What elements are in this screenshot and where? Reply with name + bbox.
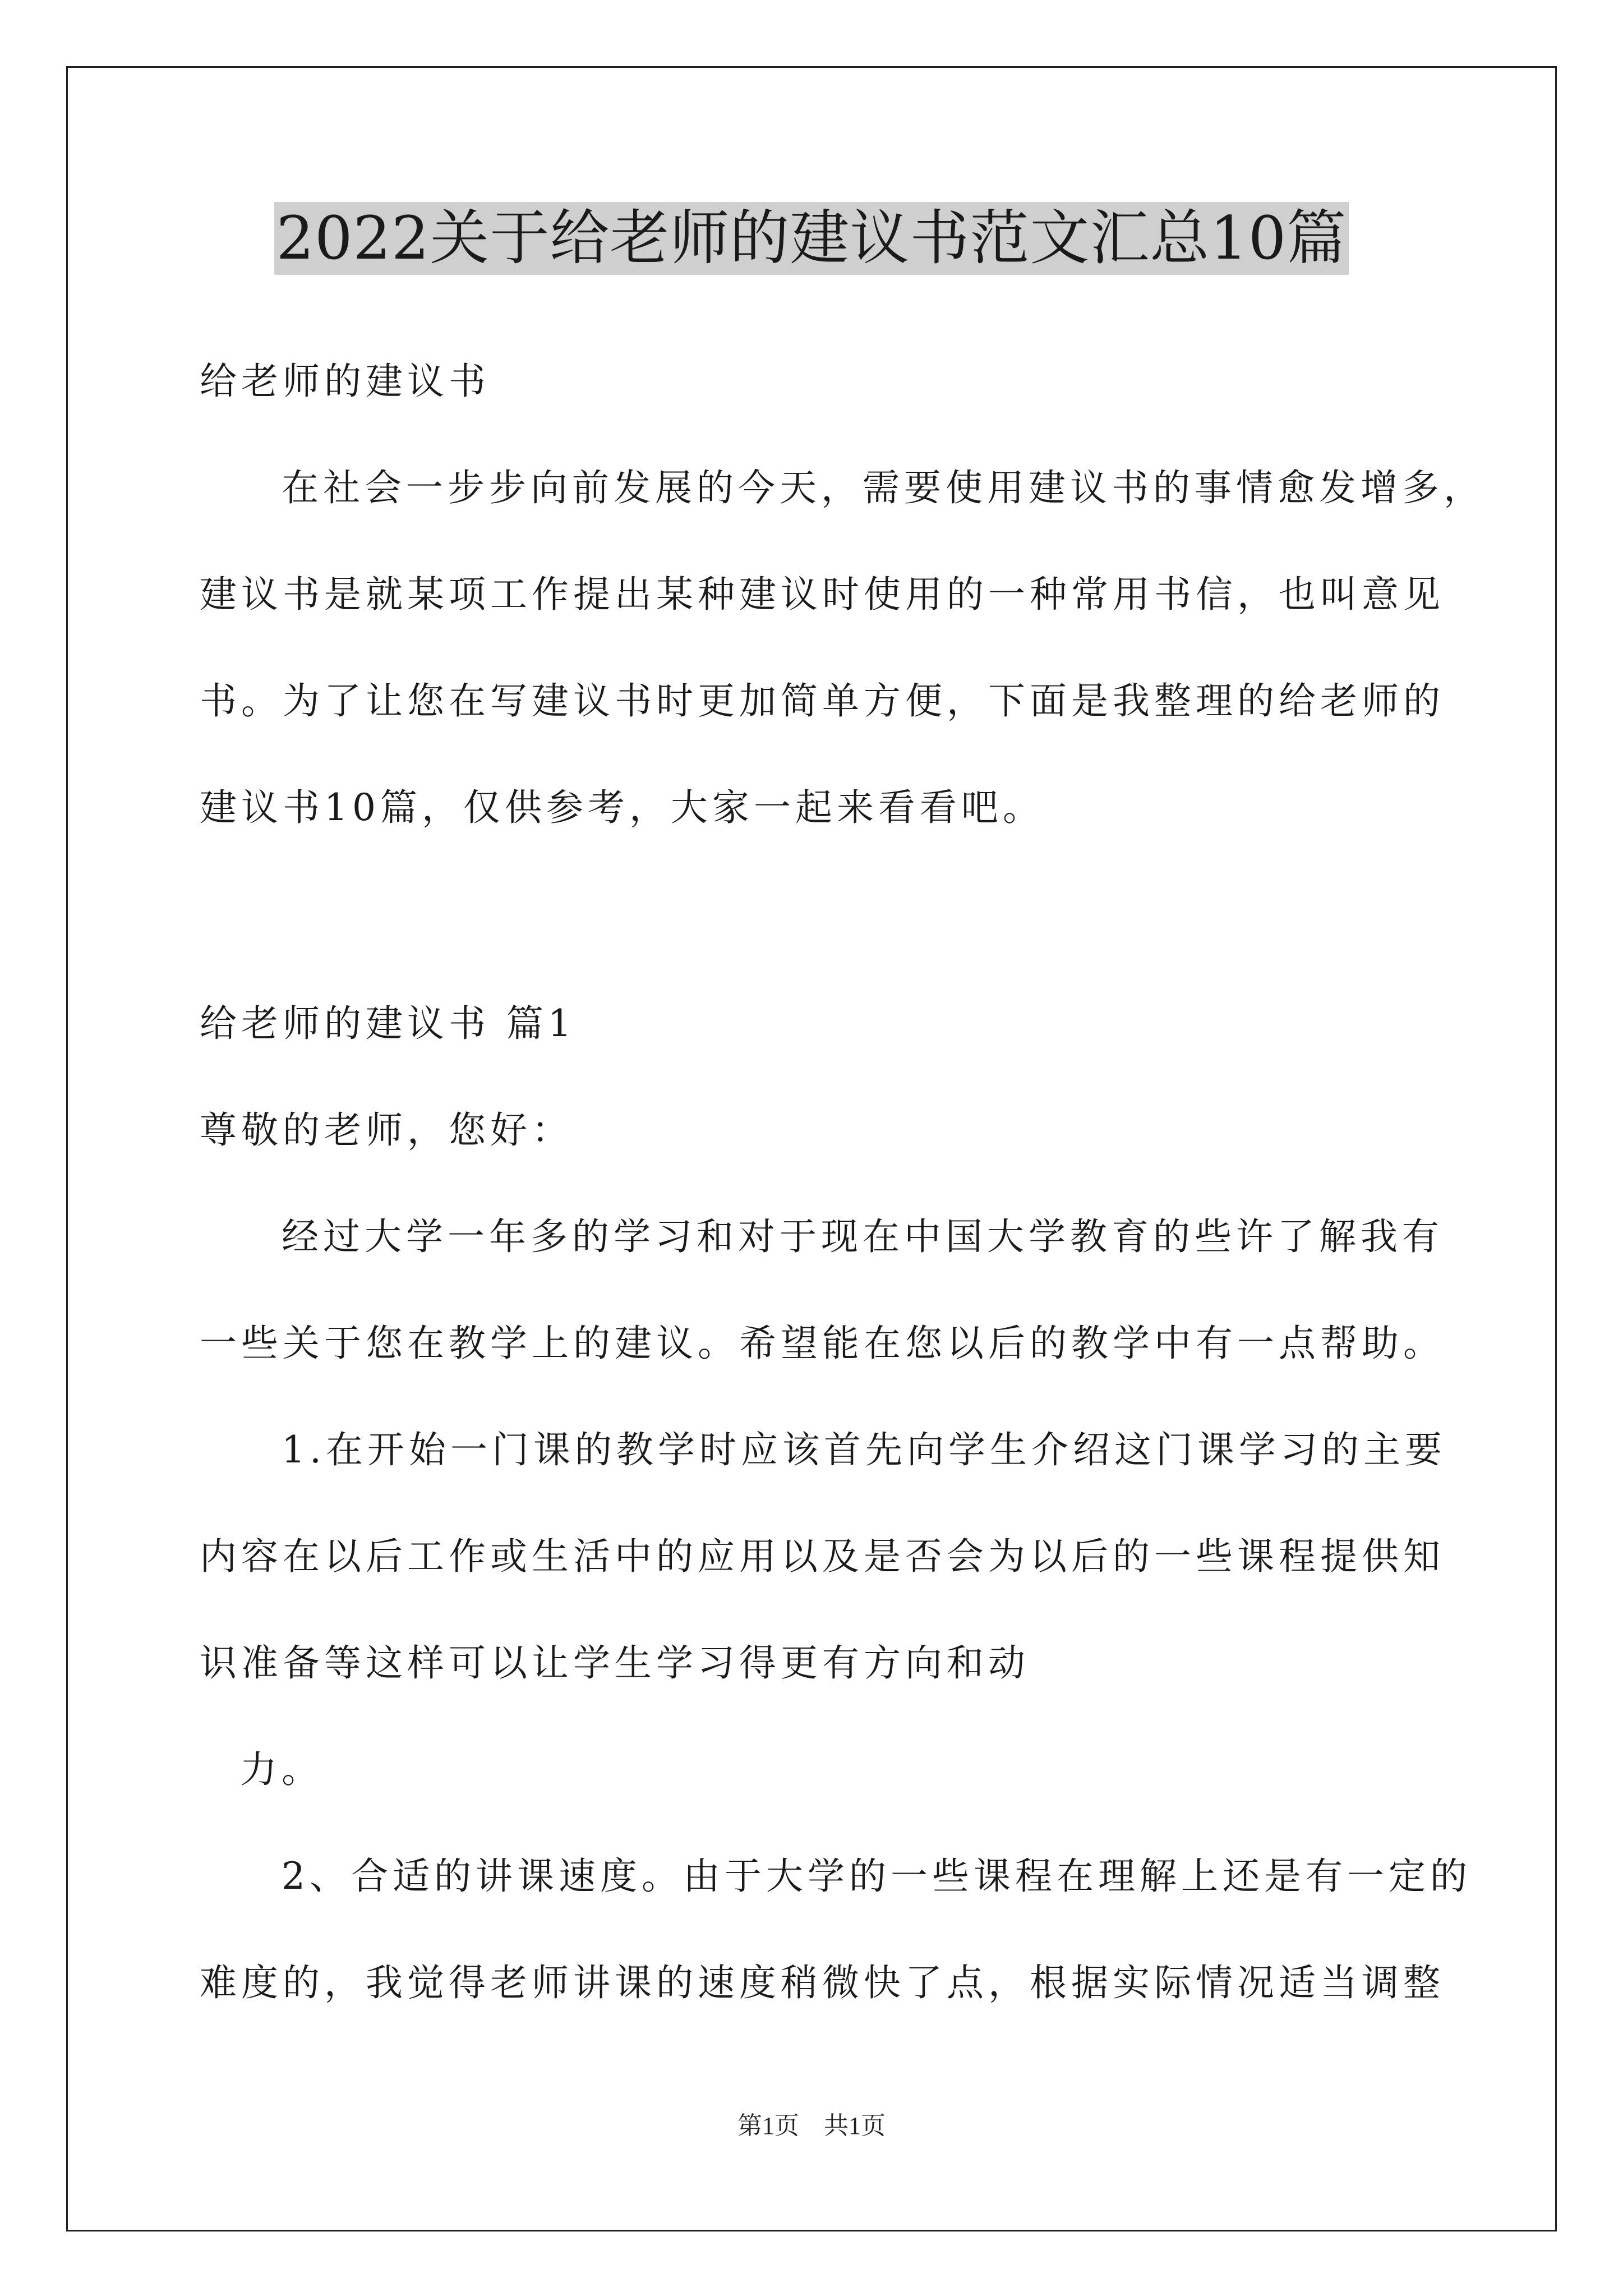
body-line: 力。 [240, 1748, 323, 1791]
body-line: 一些关于您在教学上的建议。希望能在您以后的教学中有一点帮助。 [200, 1322, 1445, 1365]
title-container [0, 202, 1623, 275]
body-line: 难度的，我觉得老师讲课的速度稍微快了点，根据实际情况适当调整 [200, 1961, 1445, 2004]
body-line: 书。为了让您在写建议书时更加简单方便，下面是我整理的给老师的 [200, 679, 1445, 723]
body-line: 建议书是就某项工作提出某种建议时使用的一种常用书信，也叫意见 [200, 573, 1445, 616]
section-heading: 给老师的建议书 [200, 360, 490, 403]
body-line: 建议书10篇，仅供参考，大家一起来看看吧。 [200, 786, 1044, 829]
body-line: 内容在以后工作或生活中的应用以及是否会为以后的一些课程提供知 [200, 1535, 1445, 1578]
body-line: 经过大学一年多的学习和对于现在中国大学教育的些许了解我有 [282, 1215, 1444, 1258]
body-line: 2、合适的讲课速度。由于大学的一些课程在理解上还是有一定的 [282, 1855, 1472, 1898]
body-line: 在社会一步步向前发展的今天，需要使用建议书的事情愈发增多， [282, 466, 1485, 509]
body-line: 识准备等这样可以让学生学习得更有方向和动 [200, 1641, 1030, 1685]
body-line: 1.在开始一门课的教学时应该首先向学生介绍这门课学习的主要 [282, 1428, 1446, 1471]
document-title: 2022关于给老师的建议书范文汇总10篇 [274, 202, 1349, 275]
section-heading: 给老师的建议书 篇1 [200, 1002, 576, 1045]
salutation: 尊敬的老师，您好： [200, 1108, 573, 1152]
page-footer: 第1页 共1页 [737, 2112, 886, 2139]
